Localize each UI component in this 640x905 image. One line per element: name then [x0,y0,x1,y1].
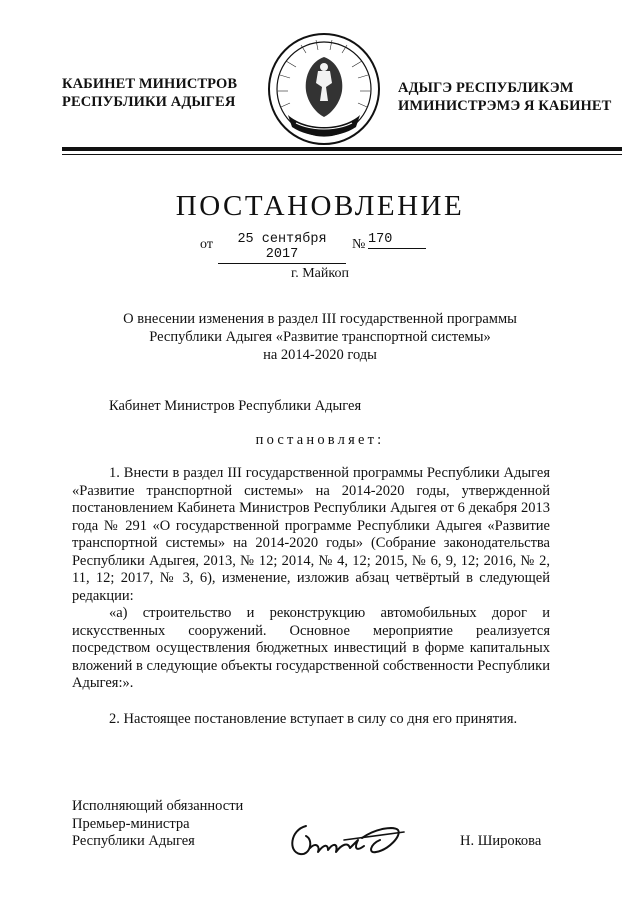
signer-name: Н. Широкова [460,833,542,849]
date-prefix: от [200,237,213,252]
number-prefix: № [352,237,366,252]
issuer-line: АДЫГЭ РЕСПУБЛИКЭМ [398,80,574,96]
signer-title-line: Республики Адыгея [72,833,195,849]
document-date: 25 сентября 2017 [218,232,346,264]
header-divider-thin [62,154,622,155]
issuer-name-russian [62,75,262,111]
issuer-line: КАБИНЕТ МИНИСТРОВ [62,76,238,92]
signer-title-line: Исполняющий обязанности [72,798,244,814]
paragraph-2: 2. Настоящее постановление вступает в силу со дня его принятия. [109,711,518,727]
document-number: 170 [368,232,426,249]
preamble: Кабинет Министров Республики Адыгея [109,398,362,414]
adygea-coat-of-arms-icon [266,31,382,147]
city: г. Майкоп [291,266,349,281]
document-title: ПОСТАНОВЛЕНИЕ [175,190,465,222]
subject-line: Республики Адыгея «Развитие транспортной системы» [149,329,491,345]
issuer-line: ИМИНИСТРЭМЭ Я КАБИНЕТ [398,98,612,114]
handwritten-signature [284,818,408,862]
paragraph-1-quote: «а) строительство и реконструкцию автомобильных дорог и искусственных сооружений. Основное мероприятие реализуется посредством осуществления бюджетных инвестиций в форме капитальных вложений в следующие объекты государственной собственности Республики Адыгея:». [72,605,550,691]
subject-line: на 2014-2020 годы [263,347,377,363]
header-divider-thick [62,147,622,151]
issuer-name-adyghe [398,79,613,115]
document-subject [80,310,560,364]
paragraph-1: 1. Внести в раздел III государственной программы Республики Адыгея «Развитие транспортной системы» на 2014-2020 годы, утвержденной постановлением Кабинета Министров Республики Адыгея от 6 декабря 2013 года № 291 «О государственной программе Республики Адыгея «Развитие транспортной системы» на 2014-2020 годы» (Собрание законодательства Республики Адыгея, 2013, № 12; 2014, № 4, 12; 2015, № 6, 9, 12; 2016, № 2, 11, 12; 2017, № 3, 6), изменение, изложив абзац четвёртый в следующей редакции: [72,465,550,604]
signer-title [72,798,243,851]
signer-title-line: Премьер-министра [72,815,190,832]
subject-line: О внесении изменения в раздел III государственной программы [123,311,517,327]
decrees-word: постановляет: [255,432,385,448]
issuer-line: РЕСПУБЛИКИ АДЫГЕЯ [62,94,236,110]
